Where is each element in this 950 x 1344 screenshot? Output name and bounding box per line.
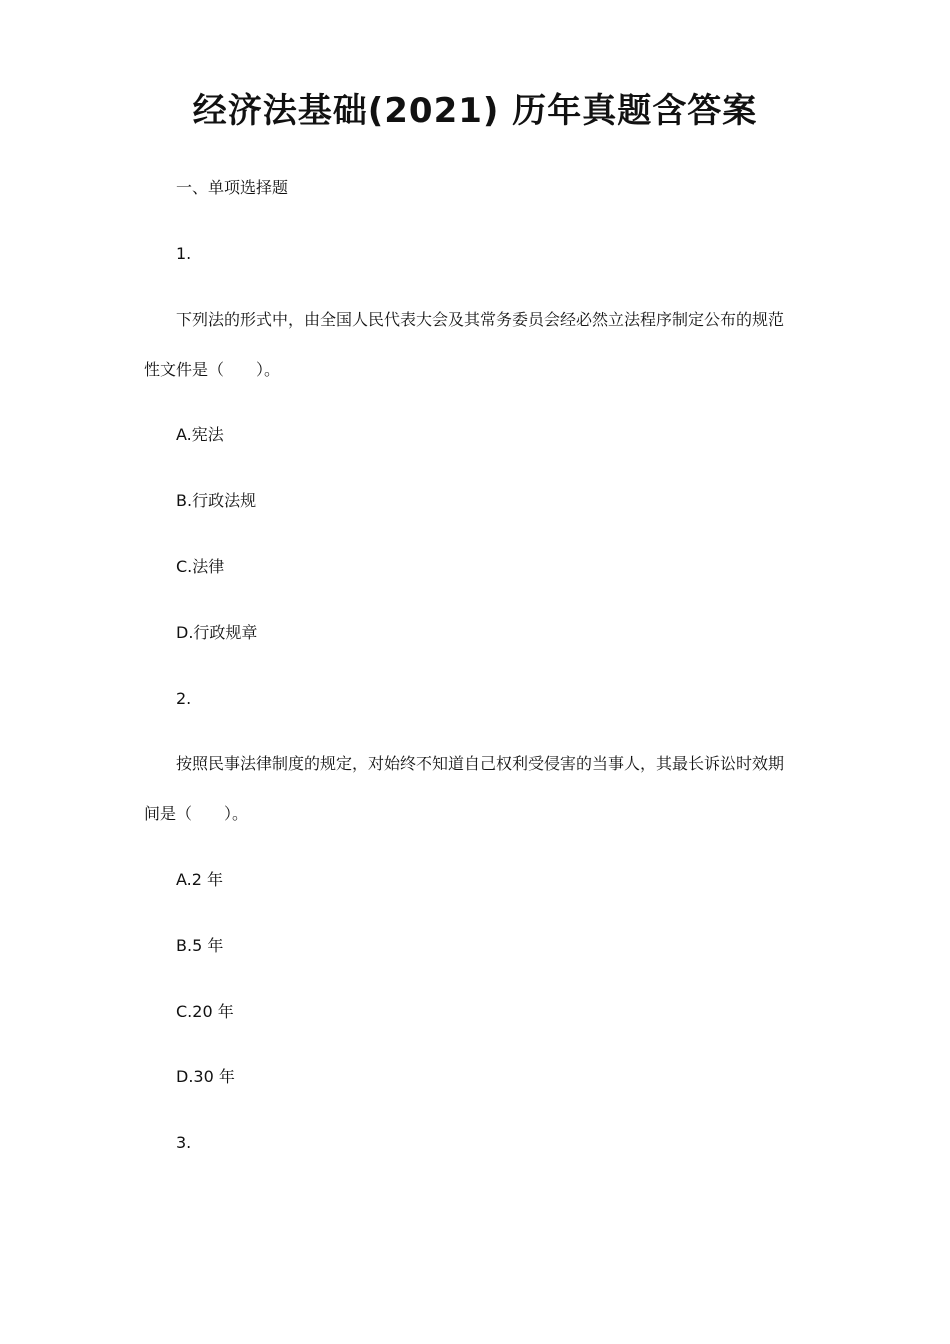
question-number: 1. bbox=[176, 244, 192, 263]
document-title: 经济法基础(2021) 历年真题含答案 bbox=[192, 91, 758, 131]
option-d: D.30 年 bbox=[176, 1067, 235, 1086]
option-c: C.20 年 bbox=[176, 1002, 234, 1021]
question-stem-line: 按照民事法律制度的规定，对始终不知道自己权利受侵害的当事人，其最长诉讼时效期 bbox=[176, 754, 785, 773]
option-b: B.行政法规 bbox=[176, 491, 257, 510]
option-a: A.2 年 bbox=[176, 870, 224, 889]
question-stem-line: 间是（ ）。 bbox=[144, 804, 249, 823]
question-number: 2. bbox=[176, 689, 192, 708]
option-b: B.5 年 bbox=[176, 936, 224, 955]
question-stem-line: 下列法的形式中，由全国人民代表大会及其常务委员会经必然立法程序制定公布的规范 bbox=[176, 310, 785, 329]
option-a: A.宪法 bbox=[176, 425, 224, 444]
section-heading: 一、单项选择题 bbox=[176, 178, 289, 197]
question-stem-line: 性文件是（ ）。 bbox=[144, 360, 281, 379]
option-d: D.行政规章 bbox=[176, 623, 258, 642]
question-number: 3. bbox=[176, 1133, 192, 1152]
option-c: C.法律 bbox=[176, 557, 225, 576]
